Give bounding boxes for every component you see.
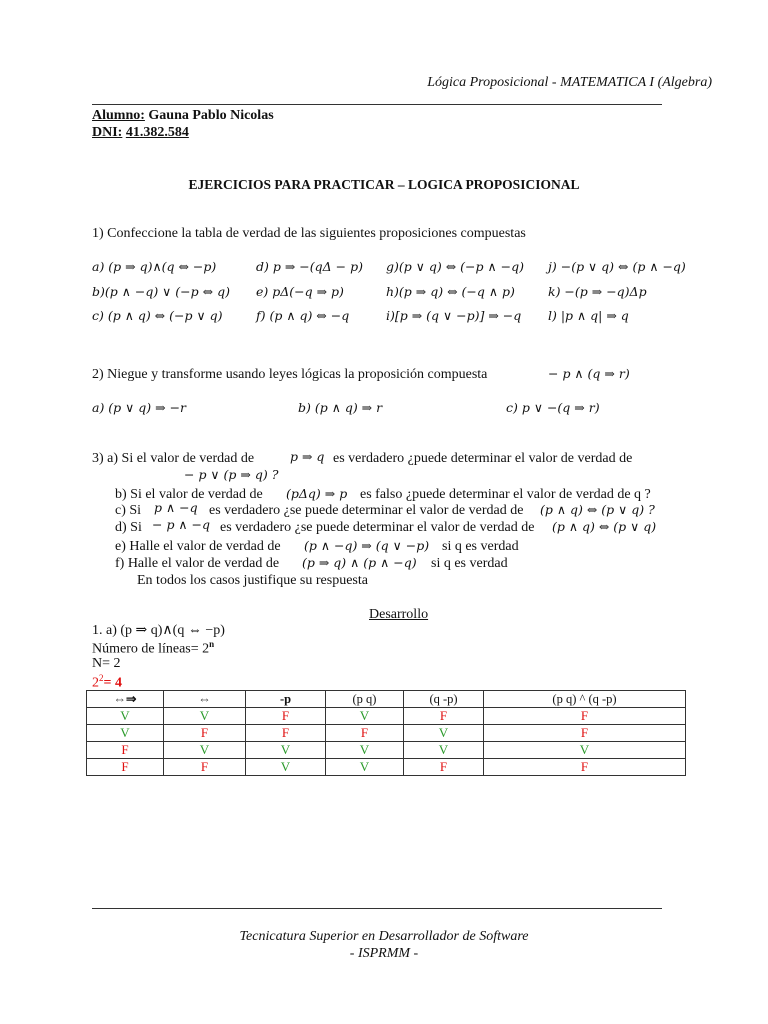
ex3-d-prefix: d) Si <box>115 520 142 535</box>
student-name-label: Alumno: <box>92 108 145 123</box>
ex2-formula: − p ∧ (q ⇒ r) <box>548 366 630 381</box>
table-cell: V <box>326 742 404 759</box>
table-row <box>87 742 686 759</box>
ex3-a-formula: p ⇒ q <box>290 449 325 464</box>
ex2-option-a: a) (p ∨ q) ⇒ −r <box>92 400 187 415</box>
table-cell: V <box>87 708 164 725</box>
desarrollo-calc-exp: 2 <box>99 673 104 683</box>
footer-line1: Tecnicatura Superior en Desarrollador de Software <box>239 929 529 944</box>
ex3-f-suffix: si q es verdad <box>431 556 508 571</box>
ex3-d-mid: es verdadero ¿se puede determinar el valor de verdad de <box>220 520 535 535</box>
ex1-prompt: 1) Confeccione la tabla de verdad de las siguientes proposiciones compuestas <box>92 226 526 241</box>
header-cell: ⇔⇒ <box>87 691 164 708</box>
table-cell: F <box>87 759 164 776</box>
ex1-item-b: b)(p ∧ −q) ∨ (−p ⇔ q) <box>92 284 230 299</box>
table-cell: F <box>164 759 246 776</box>
table-cell: V <box>164 708 246 725</box>
student-dni <box>92 125 189 141</box>
ex1-item-j: j) −(p ∨ q) ⇔ (p ∧ −q) <box>548 259 686 274</box>
ex1-item-a: a) (p ⇒ q)∧(q ⇔ −p) <box>92 259 217 274</box>
desarrollo-lines <box>92 639 214 658</box>
ex1-item-g: g)(p ∨ q) ⇔ (−p ∧ −q) <box>386 259 524 274</box>
ex3-c-prefix: c) Si <box>115 503 142 518</box>
header-title: Lógica Proposicional - MATEMATICA I (Algebra) <box>427 75 712 90</box>
ex3-c-formula2: (p ∧ q) ⇔ (p ∨ q) ? <box>540 502 655 517</box>
ex3-e-suffix: si q es verdad <box>442 539 519 554</box>
student-name <box>92 108 274 124</box>
table-cell: V <box>246 759 326 776</box>
desarrollo-calc <box>92 673 122 692</box>
table-cell: F <box>87 742 164 759</box>
desarrollo-lines-label: Número de líneas= 2 <box>92 641 210 657</box>
ex3-c-mid: es verdadero ¿se puede determinar el valor de verdad de <box>209 503 524 518</box>
page-heading: EJERCICIOS PARA PRACTICAR – LOGICA PROPOSICIONAL <box>188 177 580 192</box>
table-row <box>87 725 686 742</box>
ex2-option-b: b) (p ∧ q) ⇒ r <box>298 400 383 415</box>
student-dni-label: DNI: <box>92 125 123 140</box>
ex1-item-c: c) (p ∧ q) ⇔ (−p ∨ q) <box>92 308 223 323</box>
table-cell: V <box>246 742 326 759</box>
student-dni-value: 41.382.584 <box>125 125 189 140</box>
desarrollo-calc-base: 2 <box>92 675 99 691</box>
table-cell: F <box>484 759 686 776</box>
header-cell: ⇔ <box>164 691 246 708</box>
table-cell: V <box>87 725 164 742</box>
ex3-d-formula2: (p ∧ q) ⇔ (p ∨ q) <box>552 519 657 534</box>
footer-line2: - ISPRMM - <box>349 946 419 961</box>
table-cell: F <box>404 759 484 776</box>
ex1-item-k: k) −(p ⇒ −q)Δp <box>548 284 647 299</box>
ex2-option-c: c) p ∨ −(q ⇒ r) <box>506 400 600 415</box>
table-cell: V <box>326 708 404 725</box>
table-row <box>87 708 686 725</box>
ex1-item-h: h)(p ⇒ q) ⇔ (−q ∧ p) <box>386 284 515 299</box>
table-cell: V <box>326 759 404 776</box>
ex1-item-l: l) |p ∧ q| ⇒ q <box>548 308 629 323</box>
table-cell: V <box>404 725 484 742</box>
ex1-item-i: i)[p ⇒ (q ∨ −p)] ⇒ −q <box>386 308 522 323</box>
table-cell: F <box>484 725 686 742</box>
table-cell: V <box>164 742 246 759</box>
table-cell: F <box>246 725 326 742</box>
desarrollo-line1: 1. a) (p ⇒ q)∧(q ⇔ −p) <box>92 623 225 638</box>
header-cell: (q -p) <box>404 691 484 708</box>
table-cell: F <box>326 725 404 742</box>
ex3-d-formula: − p ∧ −q <box>152 517 211 532</box>
ex3-c-formula: p ∧ −q <box>154 500 198 515</box>
table-cell: F <box>484 708 686 725</box>
ex3-a-prefix: 3) a) Si el valor de verdad de <box>92 451 255 466</box>
header-cell: -p <box>246 691 326 708</box>
desarrollo-lines-exp: n <box>209 639 215 649</box>
table-cell: F <box>246 708 326 725</box>
table-cell: F <box>404 708 484 725</box>
ex3-b-prefix: b) Si el valor de verdad de <box>115 487 263 502</box>
table-row <box>87 759 686 776</box>
ex3-e-prefix: e) Halle el valor de verdad de <box>115 539 281 554</box>
header-cell: (p q) <box>326 691 404 708</box>
ex3-f-prefix: f) Halle el valor de verdad de <box>115 556 280 571</box>
footer-rule <box>92 908 662 909</box>
ex1-item-d: d) p ⇒ −(qΔ − p) <box>256 259 363 274</box>
desarrollo-calc-rest: = 4 <box>103 675 122 691</box>
ex3-a-line2: − p ∨ (p ⇒ q) ? <box>184 467 279 482</box>
ex3-e-formula: (p ∧ −q) ⇒ (q ∨ −p) <box>304 538 430 553</box>
ex3-a-suffix: es verdadero ¿puede determinar el valor de verdad de <box>333 451 633 466</box>
ex3-note: En todos los casos justifique su respuesta <box>137 573 368 588</box>
truth-table-header <box>87 691 686 708</box>
student-name-value: Gauna Pablo Nicolas <box>148 108 274 123</box>
ex3-b-suffix: es falso ¿puede determinar el valor de verdad de q ? <box>360 487 651 502</box>
desarrollo-title: Desarrollo <box>369 607 429 622</box>
ex1-item-f: f) (p ∧ q) ⇔ −q <box>256 308 350 323</box>
header-rule <box>92 104 662 105</box>
table-cell: F <box>164 725 246 742</box>
header-cell: (p q) ^ (q -p) <box>484 691 686 708</box>
table-cell: V <box>404 742 484 759</box>
table-cell: V <box>484 742 686 759</box>
ex2-prompt: 2) Niegue y transforme usando leyes lógicas la proposición compuesta <box>92 367 488 382</box>
ex3-f-formula: (p ⇒ q) ∧ (p ∧ −q) <box>302 555 417 570</box>
truth-table <box>86 690 686 776</box>
desarrollo-n: N= 2 <box>92 656 121 671</box>
ex1-item-e: e) pΔ(−q ⇒ p) <box>256 284 344 299</box>
ex3-b-formula: (pΔq) ⇒ p <box>286 486 348 501</box>
